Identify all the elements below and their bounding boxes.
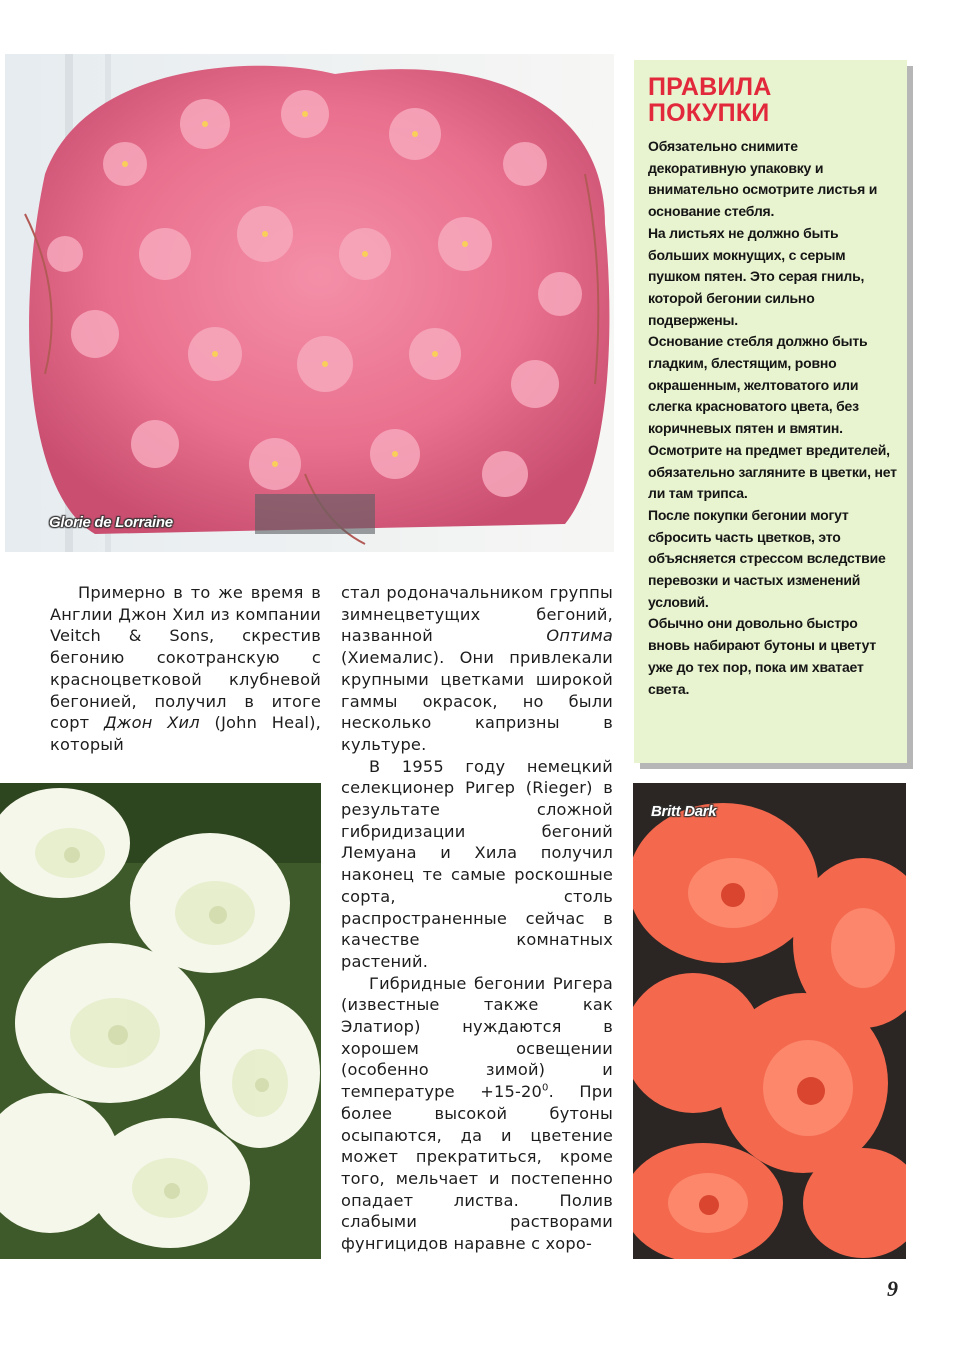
sidebar-title-line2: ПОКУПКИ [648,99,770,127]
pink-begonia-image [5,54,614,552]
text-run: Примерно в то же время в Англии Джон Хил из компании Veitch & Sons, скрестив бегонию сокотранскую с красноцветковой клубневой бегонией, получил в итоге сорт [50,583,321,733]
article-column-2 [341,582,613,1255]
page-number: 9 [887,1276,898,1301]
text-run: (John Heal), который [50,713,321,754]
text-run: стал родоначальником группы зимнецветущих бегоний, названной [341,583,613,646]
orange-begonia-image [633,783,906,1259]
sidebar-title [648,74,899,126]
photo-glorie-de-lorraine [5,54,614,552]
sidebar-paragraph: Обязательно снимите декоративную упаковку и внимательно осмотрите листья и основание стебля. [648,138,878,220]
variety-name: Джон Хил [104,713,200,733]
article-paragraph [50,582,321,756]
sidebar-title-line1: ПРАВИЛА [648,73,772,101]
text-run: Гибридные бегонии Ригера (известные также как Элатиор) нуждаются в хорошем освещении (особенно зимой) и температуре +15-20 [341,973,613,1102]
photo-caption: Glorie de Lorraine [49,514,173,531]
article-paragraph [341,973,613,1255]
photo-white-begonia [0,783,321,1259]
sidebar-paragraph: Обычно они довольно быстро вновь набирают бутоны и цветут уже до тех пор, пока им хватает света. [648,615,876,697]
photo-caption: Britt Dark [651,803,717,820]
article-column-1 [50,582,321,756]
degree-sign: 0 [542,1082,549,1094]
group-name: Оптима [546,626,613,646]
purchase-rules-sidebar [634,60,907,763]
text-run: . При более высокой бутоны осыпаются, да и цветение может прекратиться, кроме того, мельчает и постепенно опадает листва. Полив слабыми растворами фунгицидов наравне с хоро- [341,1082,613,1254]
article-paragraph: В 1955 году немецкий селекционер Ригер (Rieger) в результате сложной гибридизации бегоний Лемуана и Хила получил наконец те самые роскошные сорта, столь распространенные сейчас в качестве комнатных растений. [341,756,613,971]
sidebar-paragraph: После покупки бегонии могут сбросить часть цветков, это объясняется стрессом вследствие перевозки и частых изменений условий. [648,506,886,610]
sidebar-paragraph: Основание стебля должно быть гладким, блестящим, ровно окрашенным, желтоватого или слегка красноватого цвета, без коричневых пятен и вмятин. [648,333,868,437]
white-begonia-image [0,783,321,1259]
text-run: (Хиемалис). Они привлекали крупными цветками широкой гаммы окрасок, но были несколько капризны в культуре. [341,648,613,754]
article-paragraph-continued [341,582,613,756]
photo-britt-dark [633,783,906,1259]
sidebar-paragraph: На листьях не должно быть больших мокнущих, с серым пушком пятен. Это серая гниль, которой бегонии сильно подвержены. [648,224,865,328]
sidebar-paragraph: Осмотрите на предмет вредителей, обязательно загляните в цветки, нет ли там трипса. [648,441,897,502]
